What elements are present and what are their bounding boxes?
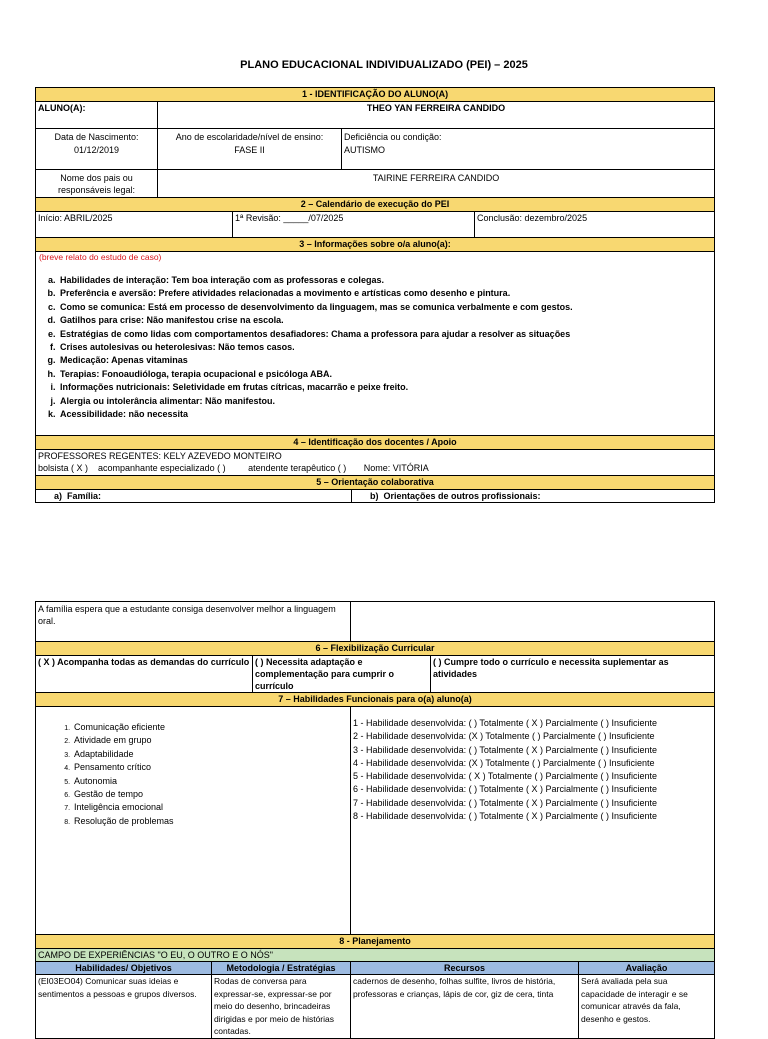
family-heading: a) Família: bbox=[36, 490, 352, 503]
skill-status: 3 - Habilidade desenvolvida: ( ) Totalmente ( X ) Parcialmente ( ) Insuficiente bbox=[353, 744, 657, 755]
parents-label: Nome dos pais ou responsáveis legal: bbox=[36, 170, 158, 198]
birth-date-cell bbox=[36, 129, 158, 170]
skill-item: 8. Resolução de problemas bbox=[72, 815, 348, 828]
section-7-header: 7 – Habilidades Funcionais para o(a) aluno(a) bbox=[36, 693, 715, 707]
teachers-cell bbox=[36, 450, 715, 476]
acompanhante-option: acompanhante especializado ( ) bbox=[98, 463, 226, 473]
skill-item: 7. Inteligência emocional bbox=[72, 801, 348, 814]
skill-item: 3. Adaptabilidade bbox=[72, 748, 348, 761]
student-info-cell bbox=[36, 252, 715, 436]
skill-item: 6. Gestão de tempo bbox=[72, 788, 348, 801]
case-study-note: (breve relato do estudo de caso) bbox=[39, 252, 162, 262]
info-item: h. Terapias: Fonoaudióloga, terapia ocupacional e psicóloga ABA. bbox=[58, 368, 712, 381]
plan-recursos: cadernos de desenho, folhas sulfite, livros de história, professoras e crianças, lápis de cor, giz de cera, tinta bbox=[351, 975, 579, 1039]
info-item: g. Medicação: Apenas vitaminas bbox=[58, 354, 712, 367]
aluno-label: ALUNO(A): bbox=[36, 102, 158, 129]
skill-status: 8 - Habilidade desenvolvida: ( ) Totalmente ( X ) Parcialmente ( ) Insuficiente bbox=[353, 811, 657, 822]
parents-value: TAIRINE FERREIRA CANDIDO bbox=[158, 170, 715, 198]
section-6-header: 6 – Flexibilização Curricular bbox=[36, 642, 715, 656]
skill-status: 7 - Habilidade desenvolvida: ( ) Totalmente ( X ) Parcialmente ( ) Insuficiente bbox=[353, 797, 657, 808]
section-8-header: 8 - Planejamento bbox=[36, 935, 715, 949]
section-3-header: 3 – Informações sobre o/a aluno(a): bbox=[36, 238, 715, 252]
first-revision-date: 1ª Revisão: _____/07/2025 bbox=[233, 212, 475, 238]
section-4-header: 4 – Identificação dos docentes / Apoio bbox=[36, 436, 715, 450]
document-title: PLANO EDUCACIONAL INDIVIDUALIZADO (PEI) – 2025 bbox=[240, 59, 528, 71]
birth-date-value: 01/12/2019 bbox=[73, 145, 120, 155]
col-recursos: Recursos bbox=[351, 962, 579, 975]
info-item: c. Como se comunica: Está em processo de desenvolvimento da linguagem, mas se comunica verbalmente e com gestos. bbox=[58, 301, 712, 314]
condition-cell bbox=[342, 129, 715, 170]
bolsista-option: bolsista ( X ) bbox=[38, 463, 89, 473]
skill-status: 2 - Habilidade desenvolvida: (X ) Totalmente ( ) Parcialmente ( ) Insuficiente bbox=[353, 731, 655, 742]
info-item: k. Acessibilidade: não necessita bbox=[58, 408, 712, 421]
experience-field: CAMPO DE EXPERIÊNCIAS "O EU, O OUTRO E O NÓS" bbox=[36, 949, 715, 962]
plan-metodologia: Rodas de conversa para expressar-se, expressar-se por meio do desenho, brincadeiras dirigidas e por meio de histórias contadas. bbox=[212, 975, 351, 1039]
aluno-value: THEO YAN FERREIRA CANDIDO bbox=[158, 102, 715, 129]
curriculum-option-1: ( X ) Acompanha todas as demandas do currículo bbox=[36, 656, 253, 693]
student-info-list bbox=[40, 274, 712, 421]
skill-status: 1 - Habilidade desenvolvida: ( ) Totalmente ( X ) Parcialmente ( ) Insuficiente bbox=[353, 718, 657, 728]
functional-skills-list bbox=[38, 721, 348, 828]
school-level-cell bbox=[158, 129, 342, 170]
family-expectation: A família espera que a estudante consiga desenvolver melhor a linguagem oral. bbox=[36, 602, 351, 642]
pei-table-page-1 bbox=[35, 87, 715, 503]
conclusion-date: Conclusão: dezembro/2025 bbox=[475, 212, 715, 238]
other-professionals-heading: b) Orientações de outros profissionais: bbox=[352, 490, 715, 503]
support-name: Nome: VITÓRIA bbox=[363, 463, 429, 473]
birth-date-label: Data de Nascimento: bbox=[54, 132, 139, 142]
condition-label: Deficiência ou condição: bbox=[344, 132, 442, 142]
info-item: d. Gatilhos para crise: Não manifestou crise na escola. bbox=[58, 314, 712, 327]
info-item: i. Informações nutricionais: Seletividade em frutas cítricas, macarrão e peixe freito. bbox=[58, 381, 712, 394]
skill-item: 4. Pensamento crítico bbox=[72, 761, 348, 774]
col-metodologia: Metodologia / Estratégias bbox=[212, 962, 351, 975]
skill-item: 1. Comunicação eficiente bbox=[72, 721, 348, 734]
skill-status: 5 - Habilidade desenvolvida: ( X ) Totalmente ( ) Parcialmente ( ) Insuficiente bbox=[353, 771, 657, 782]
curriculum-option-3: ( ) Cumpre todo o currículo e necessita suplementar as atividades bbox=[431, 656, 715, 693]
functional-skills-cell bbox=[36, 707, 351, 935]
col-avaliacao: Avaliação bbox=[579, 962, 715, 975]
section-2-header: 2 – Calendário de execução do PEI bbox=[36, 198, 715, 212]
support-line bbox=[38, 462, 712, 474]
plan-habilidades: (EI03EO04) Comunicar suas ideias e sentimentos a pessoas e grupos diversos. bbox=[36, 975, 212, 1039]
skill-item: 5. Autonomia bbox=[72, 775, 348, 788]
info-item: a. Habilidades de interação: Tem boa interação com as professoras e colegas. bbox=[58, 274, 712, 287]
condition-value: AUTISMO bbox=[344, 145, 386, 155]
col-habilidades: Habilidades/ Objetivos bbox=[36, 962, 212, 975]
info-item: e. Estratégias de como lidas com comportamentos desafiadores: Chama a professora para ajudar a resolver as situações bbox=[58, 328, 712, 341]
skill-status-cell bbox=[351, 707, 715, 935]
info-item: f. Crises autolesivas ou heterolesivas: Não temos casos. bbox=[58, 341, 712, 354]
teachers-line: PROFESSORES REGENTES: KELY AZEVEDO MONTEIRO bbox=[38, 451, 282, 461]
curriculum-option-2: ( ) Necessita adaptação e complementação para cumprir o currículo bbox=[253, 656, 431, 693]
section-1-header: 1 - IDENTIFICAÇÃO DO ALUNO(A) bbox=[36, 88, 715, 102]
school-level-label: Ano de escolaridade/nível de ensino: bbox=[175, 132, 324, 142]
school-level-value: FASE II bbox=[234, 145, 265, 155]
info-item: j. Alergia ou intolerância alimentar: Não manifestou. bbox=[58, 395, 712, 408]
atendente-option: atendente terapêutico ( ) bbox=[248, 463, 347, 473]
skill-item: 2. Atividade em grupo bbox=[72, 734, 348, 747]
info-item: b. Preferência e aversão: Prefere atividades relacionadas a movimento e artísticas como desenho e pintura. bbox=[58, 287, 712, 300]
skill-status: 6 - Habilidade desenvolvida: ( ) Totalmente ( X ) Parcialmente ( ) Insuficiente bbox=[353, 784, 657, 795]
pei-table-page-2 bbox=[35, 601, 715, 1039]
section-5-header: 5 – Orientação colaborativa bbox=[36, 476, 715, 490]
other-professionals-guidance bbox=[351, 602, 715, 642]
start-date: Início: ABRIL/2025 bbox=[36, 212, 233, 238]
plan-avaliacao: Será avaliada pela sua capacidade de interagir e se comunicar através da fala, desenho e gestos. bbox=[579, 975, 715, 1039]
skill-status: 4 - Habilidade desenvolvida: (X ) Totalmente ( ) Parcialmente ( ) Insuficiente bbox=[353, 757, 655, 768]
